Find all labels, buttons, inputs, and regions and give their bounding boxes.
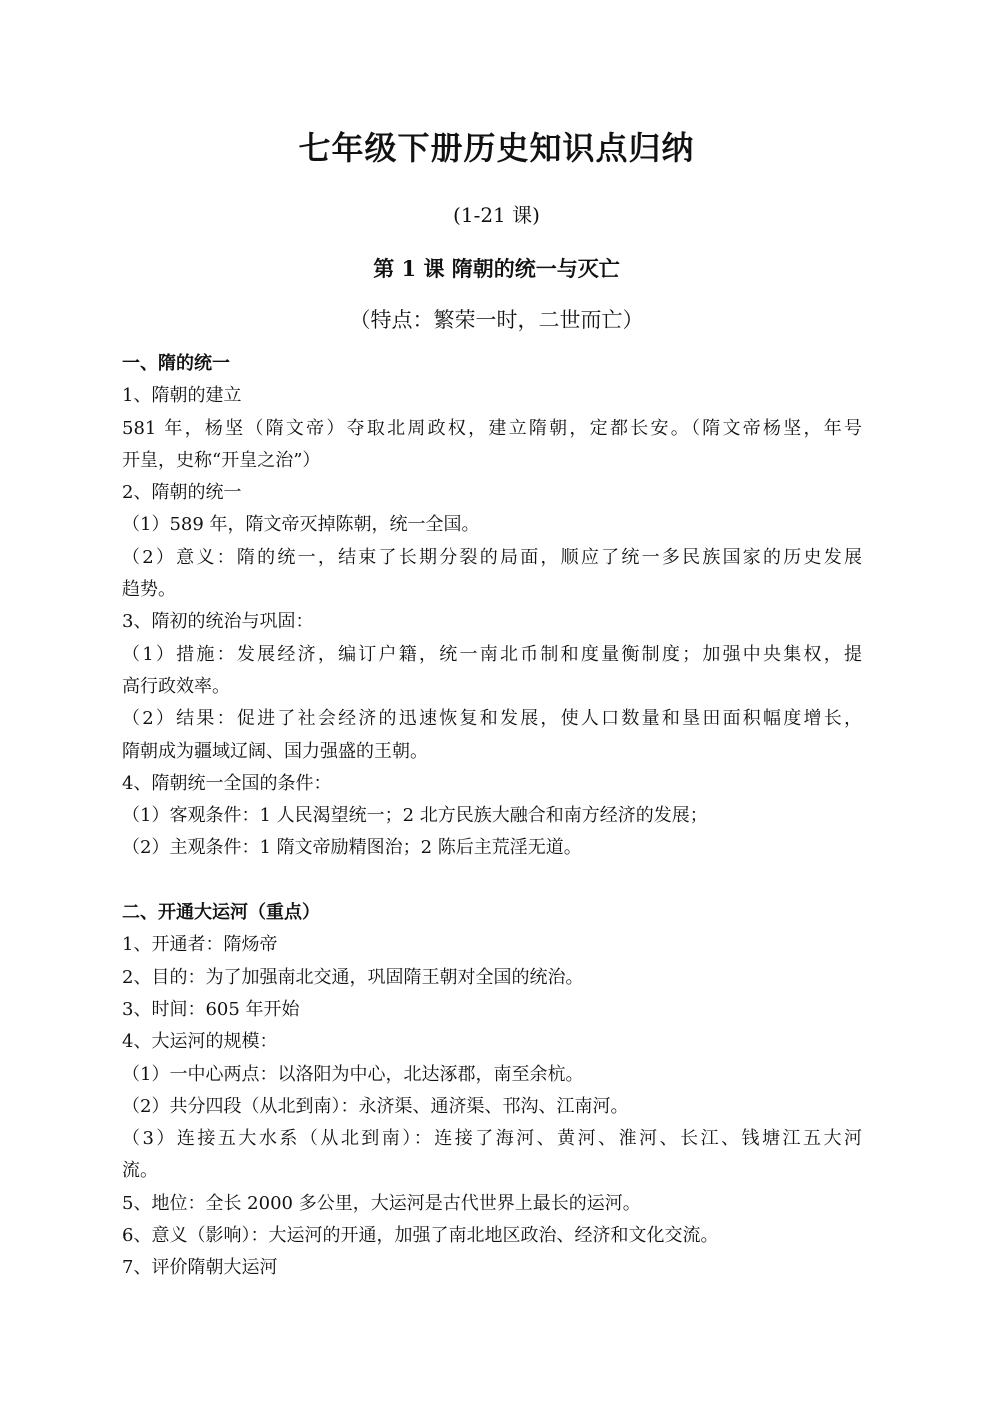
paragraph-line: （1）589 年，隋文帝灭掉陈朝，统一全国。	[122, 514, 480, 536]
blank-line	[122, 865, 862, 897]
paragraph-line: （2）意义：隋的统一，结束了长期分裂的局面，顺应了统一多民族国家的历史发展	[122, 546, 862, 568]
item-title: 7、评价隋朝大运河	[122, 1257, 278, 1279]
item-title: 5、地位：全长 2000 多公里，大运河是古代世界上最长的运河。	[122, 1192, 641, 1214]
section-heading: 一、隋的统一	[122, 353, 230, 374]
item-title: 4、大运河的规模：	[122, 1031, 278, 1053]
document-title: 七年级下册历史知识点归纳	[298, 129, 695, 167]
paragraph-line: （2）结果：促进了社会经济的迅速恢复和发展，使人口数量和垦田面积幅度增长，	[122, 708, 862, 730]
item-title: 3、隋初的统治与巩固：	[122, 611, 314, 633]
item-title: 2、隋朝的统一	[122, 482, 242, 504]
item-title: 1、隋朝的建立	[122, 385, 242, 407]
item-title: 6、意义（影响）：大运河的开通，加强了南北地区政治、经济和文化交流。	[122, 1225, 719, 1247]
paragraph-line: （1）一中心两点：以洛阳为中心，北达涿郡，南至余杭。	[122, 1063, 584, 1085]
paragraph-line: 高行政效率。	[122, 675, 230, 697]
lesson-range: (1-21 课)	[453, 203, 540, 227]
item-title: 4、隋朝统一全国的条件：	[122, 772, 332, 794]
paragraph-line: 流。	[122, 1160, 158, 1182]
paragraph-line: 趋势。	[122, 579, 176, 601]
paragraph-line: （2）共分四段（从北到南）：永济渠、通济渠、邗沟、江南河。	[122, 1095, 629, 1117]
paragraph-line: （3）连接五大水系（从北到南）：连接了海河、黄河、淮河、长江、钱塘江五大河	[122, 1128, 862, 1150]
paragraph-line: （2）主观条件：1 隋文帝励精图治；2 陈后主荒淫无道。	[122, 837, 582, 859]
item-title: 3、时间：605 年开始	[122, 998, 300, 1020]
lesson-feature: （特点：繁荣一时，二世而亡）	[349, 308, 644, 332]
item-title: 2、目的：为了加强南北交通，巩固隋王朝对全国的统治。	[122, 966, 584, 988]
item-title: 1、开通者：隋炀帝	[122, 934, 278, 956]
paragraph-line: （1）措施：发展经济，编订户籍，统一南北币制和度量衡制度；加强中央集权，提	[122, 643, 862, 665]
document-body	[122, 348, 862, 1285]
paragraph-line: 581 年，杨坚（隋文帝）夺取北周政权，建立隋朝，定都长安。（隋文帝杨坚，年号	[122, 417, 862, 439]
paragraph-line: 开皇，史称“开皇之治”）	[122, 449, 321, 471]
section-heading: 二、开通大运河（重点）	[122, 902, 320, 924]
lesson-heading: 第 1 课 隋朝的统一与灭亡	[373, 256, 620, 281]
paragraph-line: （1）客观条件：1 人民渴望统一；2 北方民族大融合和南方经济的发展；	[122, 805, 708, 827]
paragraph-line: 隋朝成为疆域辽阔、国力强盛的王朝。	[122, 740, 428, 762]
